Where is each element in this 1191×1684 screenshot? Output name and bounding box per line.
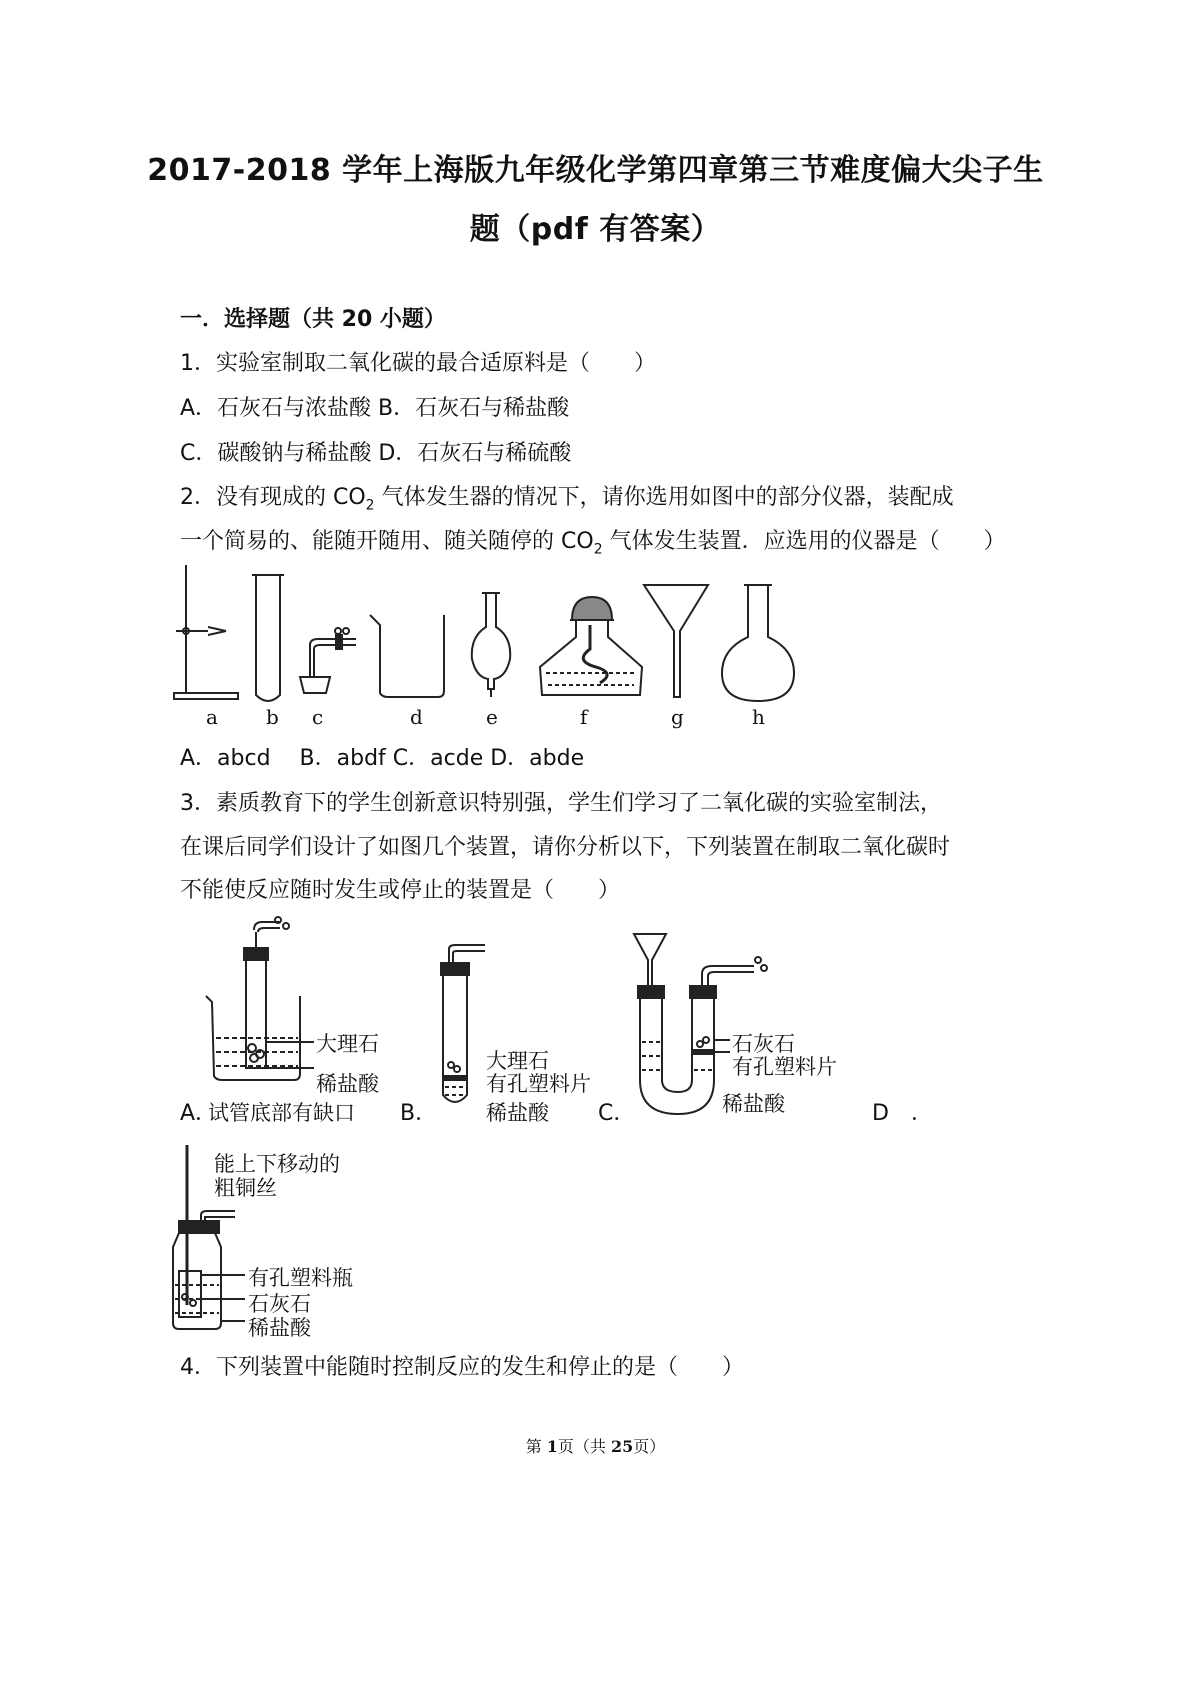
fig-a-acid-label: 稀盐酸 (316, 1072, 379, 1096)
q4-stem: 4．下列装置中能随时控制反应的发生和停止的是（ ） (180, 1355, 744, 1380)
fig-a-note-label: 试管底部有缺口 (208, 1101, 355, 1125)
q1-options-cd: C．碳酸钠与稀盐酸 D．石灰石与稀硫酸 (180, 441, 572, 466)
fig-d-wire-label-1: 能上下移动的 (214, 1152, 340, 1176)
apparatus-label-g: g (671, 705, 684, 729)
q1-options-ab: A．石灰石与浓盐酸 B．石灰石与稀盐酸 (180, 396, 570, 421)
document-title-line1: 2017-2018 学年上海版九年级化学第四章第三节难度偏大尖子生 (147, 153, 1044, 188)
fig-c-limestone-label: 石灰石 (732, 1032, 795, 1056)
section-heading: 一．选择题（共 20 小题） (180, 307, 446, 332)
beaker-drawing (370, 615, 444, 697)
q3-stem-line2: 在课后同学们设计了如图几个装置，请你分析以下，下列装置在制取二氧化碳时 (180, 835, 951, 860)
fig-d-acid-label: 稀盐酸 (248, 1316, 311, 1340)
q3-option-b-marker: B． (400, 1101, 438, 1126)
separatory-funnel-drawing (472, 593, 510, 697)
fig-d-wire-label-2: 粗铜丝 (214, 1176, 277, 1200)
apparatus-label-f: f (580, 705, 588, 729)
iron-stand-drawing (174, 565, 238, 699)
gas-generator-drawing (540, 597, 642, 695)
fig-b-acid-label: 稀盐酸 (486, 1101, 549, 1125)
stopper-with-tube-drawing (300, 628, 356, 693)
fig-b-marble-label: 大理石 (486, 1049, 549, 1073)
apparatus-label-a: a (206, 705, 218, 729)
apparatus-label-c: c (312, 705, 324, 729)
q2-stem-line2: 一个简易的、能随开随用、随关随停的 $CO_2$ 气体发生装置．应选用的仪器是（ ） (180, 529, 1006, 558)
apparatus-label-h: h (752, 705, 765, 729)
q1-stem: 1．实验室制取二氧化碳的最合适原料是（ ） (180, 351, 656, 376)
q3-stem-line3: 不能使反应随时发生或停止的装置是（ ） (180, 878, 621, 903)
fig-c-plate-label: 有孔塑料片 (732, 1055, 837, 1079)
fig-b-plate-label: 有孔塑料片 (486, 1072, 591, 1096)
q3-option-d-marker: D ． (872, 1101, 933, 1126)
funnel-drawing (644, 585, 708, 697)
apparatus-label-e: e (486, 705, 498, 729)
q2-stem-line1: 2．没有现成的 $CO_2$ 气体发生器的情况下，请你选用如图中的部分仪器，装配成 (180, 485, 954, 514)
q3-option-a-marker: A． (180, 1101, 218, 1126)
apparatus-label-d: d (410, 705, 423, 729)
q2-options: A．abcd B．abdf C．acde D．abde (180, 746, 585, 771)
q3-stem-line1: 3．素质教育下的学生创新意识特别强，学生们学习了二氧化碳的实验室制法， (180, 791, 942, 816)
page-footer: 第 1页（共 25页） (525, 1437, 666, 1456)
round-bottom-flask-drawing (722, 585, 794, 701)
apparatus-label-b: b (266, 705, 279, 729)
fig-c-acid-label: 稀盐酸 (722, 1092, 785, 1116)
q3-option-c-marker: C． (598, 1101, 636, 1126)
fig-d-limestone-label: 石灰石 (248, 1292, 311, 1316)
fig-d-bottle-label: 有孔塑料瓶 (248, 1266, 353, 1290)
document-title-line2: 题（pdf 有答案） (469, 212, 722, 247)
test-tube-drawing (256, 575, 280, 701)
q3-figure-a (200, 918, 320, 1098)
fig-a-marble-label: 大理石 (316, 1032, 379, 1056)
